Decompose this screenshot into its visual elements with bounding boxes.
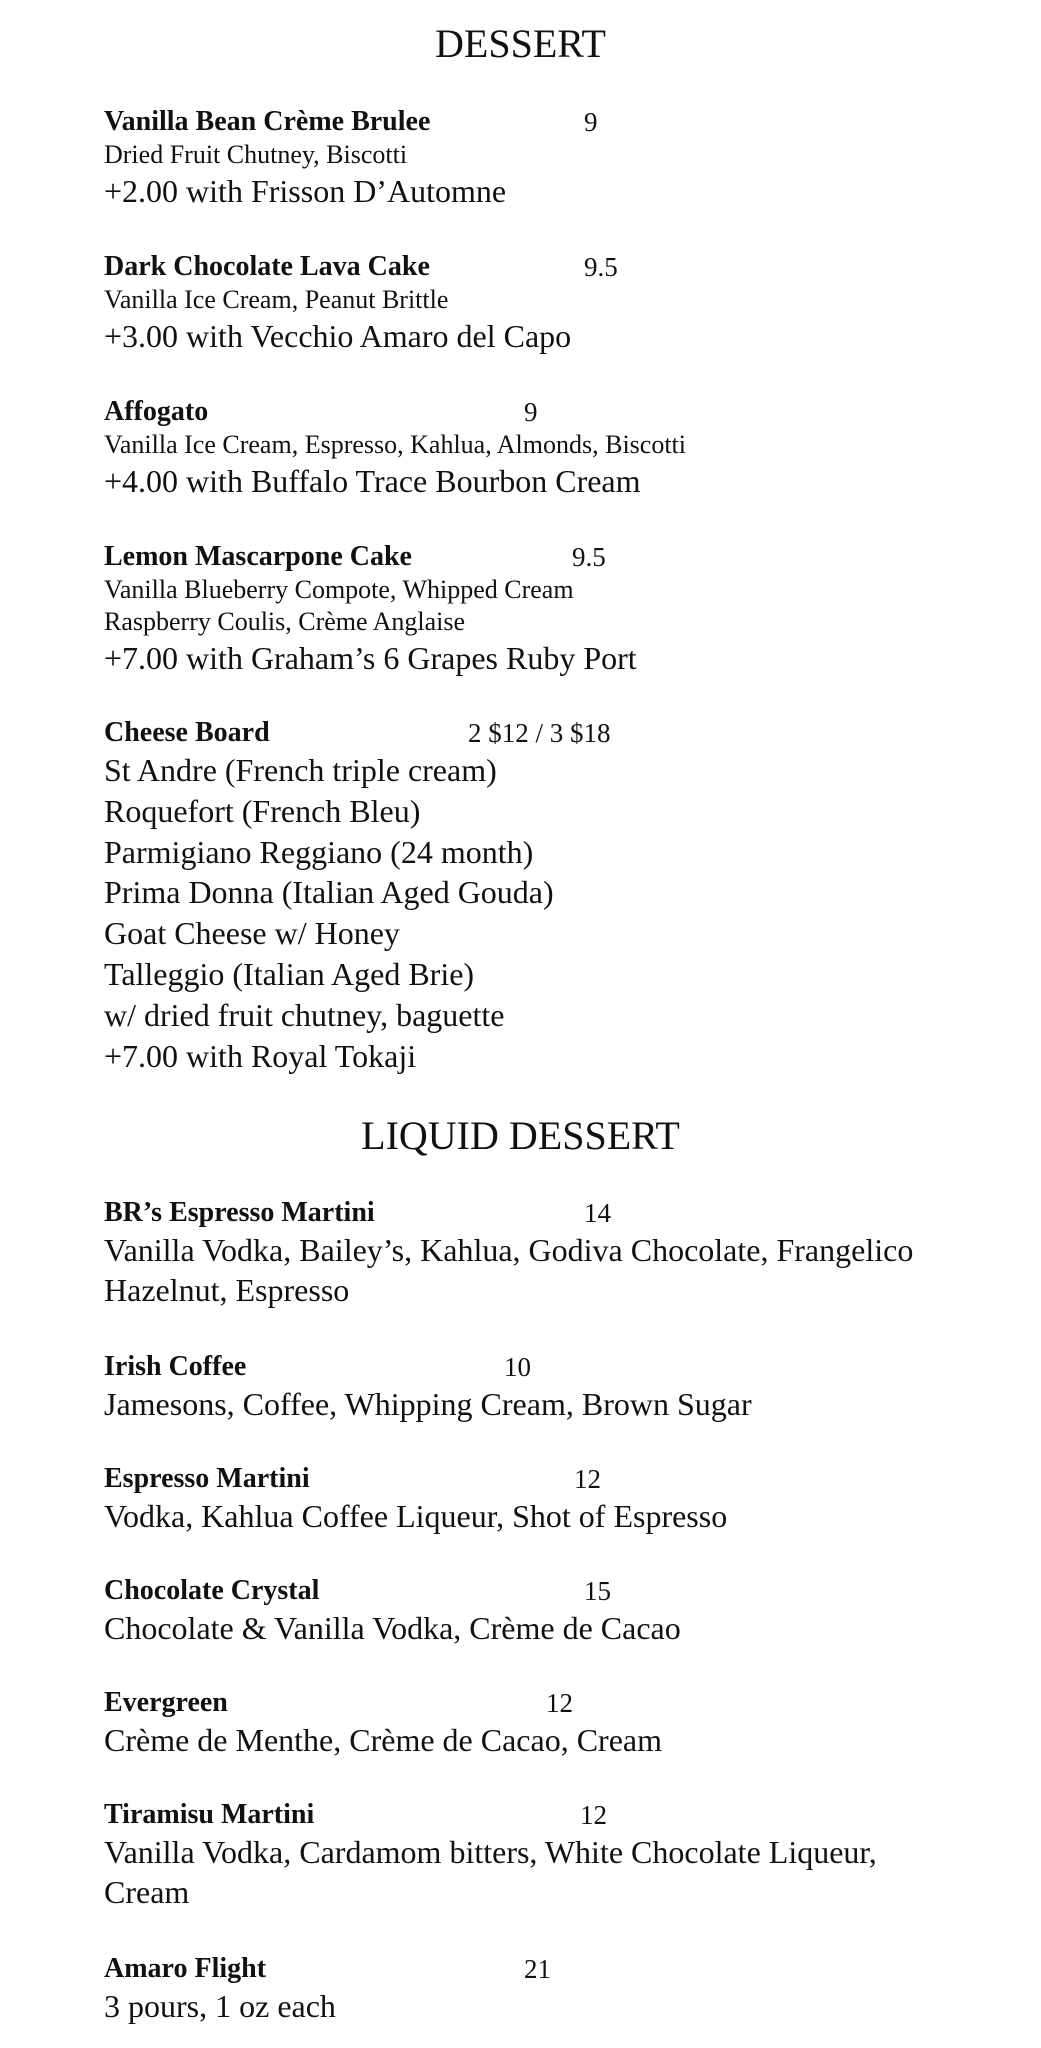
item-description: Crème de Menthe, Crème de Cacao, Cream [104,1722,662,1758]
item-price: 14 [584,1198,611,1228]
item-name: Evergreen [104,1687,228,1718]
item-price: 12 [580,1800,607,1830]
cheese-line: Prima Donna (Italian Aged Gouda) [104,874,554,911]
menu-item-evergreen [104,1686,1004,1760]
menu-item-chocolate-crystal [104,1574,1004,1648]
item-description: Hazelnut, Espresso [104,1272,350,1308]
item-description: Vanilla Vodka, Bailey’s, Kahlua, Godiva Chocolate, Frangelico [104,1232,914,1268]
item-price: 12 [574,1464,601,1494]
item-pairing: +7.00 with Graham’s 6 Grapes Ruby Port [104,640,637,676]
item-description: Cream [104,1874,190,1910]
cheese-line: Talleggio (Italian Aged Brie) [104,955,475,992]
menu-item-lemon-mascarpone-cake [104,540,1004,678]
item-description: Vanilla Ice Cream, Peanut Brittle [104,285,449,314]
item-pairing: +2.00 with Frisson D’Automne [104,173,507,209]
dessert-heading: DESSERT [435,21,606,66]
item-description: Jamesons, Coffee, Whipping Cream, Brown Sugar [104,1386,752,1422]
item-description: Dried Fruit Chutney, Biscotti [104,140,408,169]
cheese-line: Roquefort (French Bleu) [104,792,421,829]
item-price: 12 [546,1688,573,1718]
cheese-line: St Andre (French triple cream) [104,752,497,788]
item-name: Lemon Mascarpone Cake [104,541,412,572]
menu-item-lava-cake [104,250,1004,356]
item-name: Espresso Martini [104,1463,310,1494]
item-description: 3 pours, 1 oz each [104,1988,336,2024]
item-description: Raspberry Coulis, Crème Anglaise [104,607,466,636]
item-price: 9 [584,107,598,137]
item-description: Chocolate & Vanilla Vodka, Crème de Cacao [104,1610,681,1646]
menu-item-irish-coffee [104,1350,1004,1424]
item-pairing: +4.00 with Buffalo Trace Bourbon Cream [104,463,641,499]
item-price: 10 [504,1352,531,1382]
item-name: Vanilla Bean Crème Brulee [104,106,431,137]
menu-item-cheese-board [104,716,1004,1076]
cheese-line: w/ dried fruit chutney, baguette [104,996,505,1033]
item-description: Vanilla Vodka, Cardamom bitters, White Chocolate Liqueur, [104,1834,877,1870]
item-name: Dark Chocolate Lava Cake [104,251,430,282]
menu-item-creme-brulee [104,105,1004,211]
item-name: Amaro Flight [104,1953,267,1984]
menu-item-tiramisu-martini [104,1798,1004,1912]
item-price: 2 $12 / 3 $18 [468,718,611,748]
item-description: Vodka, Kahlua Coffee Liqueur, Shot of Espresso [104,1498,728,1534]
cheese-line: Parmigiano Reggiano (24 month) [104,833,534,870]
item-name: BR’s Espresso Martini [104,1197,375,1228]
item-name: Irish Coffee [104,1351,247,1382]
item-pairing: +3.00 with Vecchio Amaro del Capo [104,318,572,354]
menu-item-espresso-martini [104,1462,1004,1536]
item-name: Affogato [104,396,209,427]
item-description: Vanilla Blueberry Compote, Whipped Cream [104,575,574,604]
menu-item-brs-espresso-martini [104,1196,1004,1310]
menu-item-affogato [104,395,1004,501]
item-name: Tiramisu Martini [104,1799,315,1830]
liquid-dessert-heading: LIQUID DESSERT [361,1113,680,1158]
item-name: Cheese Board [104,717,270,748]
item-price: 15 [584,1576,611,1606]
item-description: Vanilla Ice Cream, Espresso, Kahlua, Almonds, Biscotti [104,430,687,459]
item-price: 21 [524,1954,551,1984]
item-price: 9.5 [584,252,618,282]
item-price: 9 [524,397,538,427]
menu-item-amaro-flight [104,1952,1004,2026]
item-name: Chocolate Crystal [104,1575,320,1606]
item-pairing: +7.00 with Royal Tokaji [104,1037,417,1074]
item-price: 9.5 [572,542,606,572]
cheese-line: Goat Cheese w/ Honey [104,915,400,952]
